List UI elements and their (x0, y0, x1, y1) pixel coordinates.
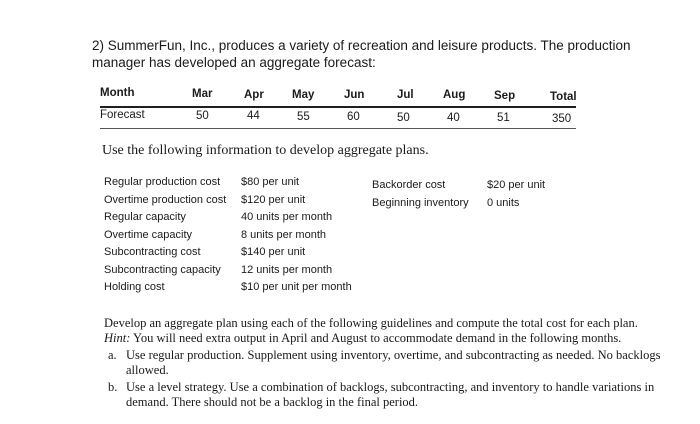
cost-values-left (241, 174, 352, 297)
hint-label: Hint: (104, 330, 131, 345)
header-sep: Sep (494, 90, 516, 102)
header-apr: Apr (244, 89, 264, 101)
plan-item-b: b. Use a level strategy. Use a combination of backlogs, subcontracting, and inventory to handle variations in demand. There should not be a backlog in the final period. (108, 380, 655, 409)
info-label: Holding cost (104, 281, 165, 293)
forecast-may: 55 (297, 111, 310, 123)
info-value: $20 per unit (487, 179, 546, 191)
plan-item-a: a. Use regular production. Supplement using inventory, overtime, and subcontracting as needed. No backlogs allowed. (108, 348, 661, 377)
info-label: Overtime capacity (104, 228, 193, 241)
info-value: 8 units per month (241, 228, 326, 241)
info-label: Subcontracting capacity (104, 263, 221, 276)
info-label: Regular production cost (104, 176, 221, 188)
info-value: $10 per unit per month (241, 281, 352, 293)
info-value: 0 units (487, 196, 520, 209)
info-value: 12 units per month (241, 263, 333, 276)
forecast-sep: 51 (497, 112, 510, 124)
info-value: $120 per unit (241, 193, 306, 206)
info-heading: Use the following information to develop aggregate plans. (102, 143, 429, 158)
question-text: 2) SummerFun, Inc., produces a variety of recreation and leisure products. The production manager has developed an aggregate forecast: (92, 38, 631, 70)
info-label: Overtime production cost (104, 193, 227, 206)
info-value: $140 per unit (241, 246, 306, 258)
cost-values-right (487, 177, 545, 212)
forecast-jun: 60 (347, 111, 360, 123)
row-label-forecast: Forecast (100, 109, 145, 121)
header-aug: Aug (443, 89, 466, 101)
header-may: May (292, 89, 315, 101)
header-jul: Jul (397, 89, 414, 101)
info-label: Subcontracting cost (104, 246, 201, 258)
header-total: Total (550, 91, 577, 103)
header-jun: Jun (344, 89, 365, 101)
info-label: Beginning inventory (372, 196, 469, 209)
info-value: 40 units per month (241, 211, 333, 223)
info-value: $80 per unit (241, 176, 300, 188)
header-mar: Mar (192, 88, 213, 100)
forecast-total: 350 (552, 113, 572, 125)
info-label: Regular capacity (104, 211, 186, 223)
forecast-jul: 50 (397, 112, 410, 124)
info-label: Backorder cost (372, 179, 446, 191)
forecast-apr: 44 (247, 110, 260, 122)
cost-labels-right (372, 177, 469, 212)
develop-instructions (104, 316, 664, 409)
table-bottom-rule (100, 128, 576, 129)
forecast-aug: 40 (447, 112, 460, 124)
develop-intro: Develop an aggregate plan using each of the following guidelines and compute the total cost for each plan. Hint: You will need extra output in April and August to accommodate demand in the following months. (104, 316, 638, 345)
forecast-mar: 50 (196, 110, 209, 122)
cost-labels-left (104, 174, 226, 297)
table-header-rule (100, 106, 576, 108)
header-month: Month (100, 87, 135, 99)
